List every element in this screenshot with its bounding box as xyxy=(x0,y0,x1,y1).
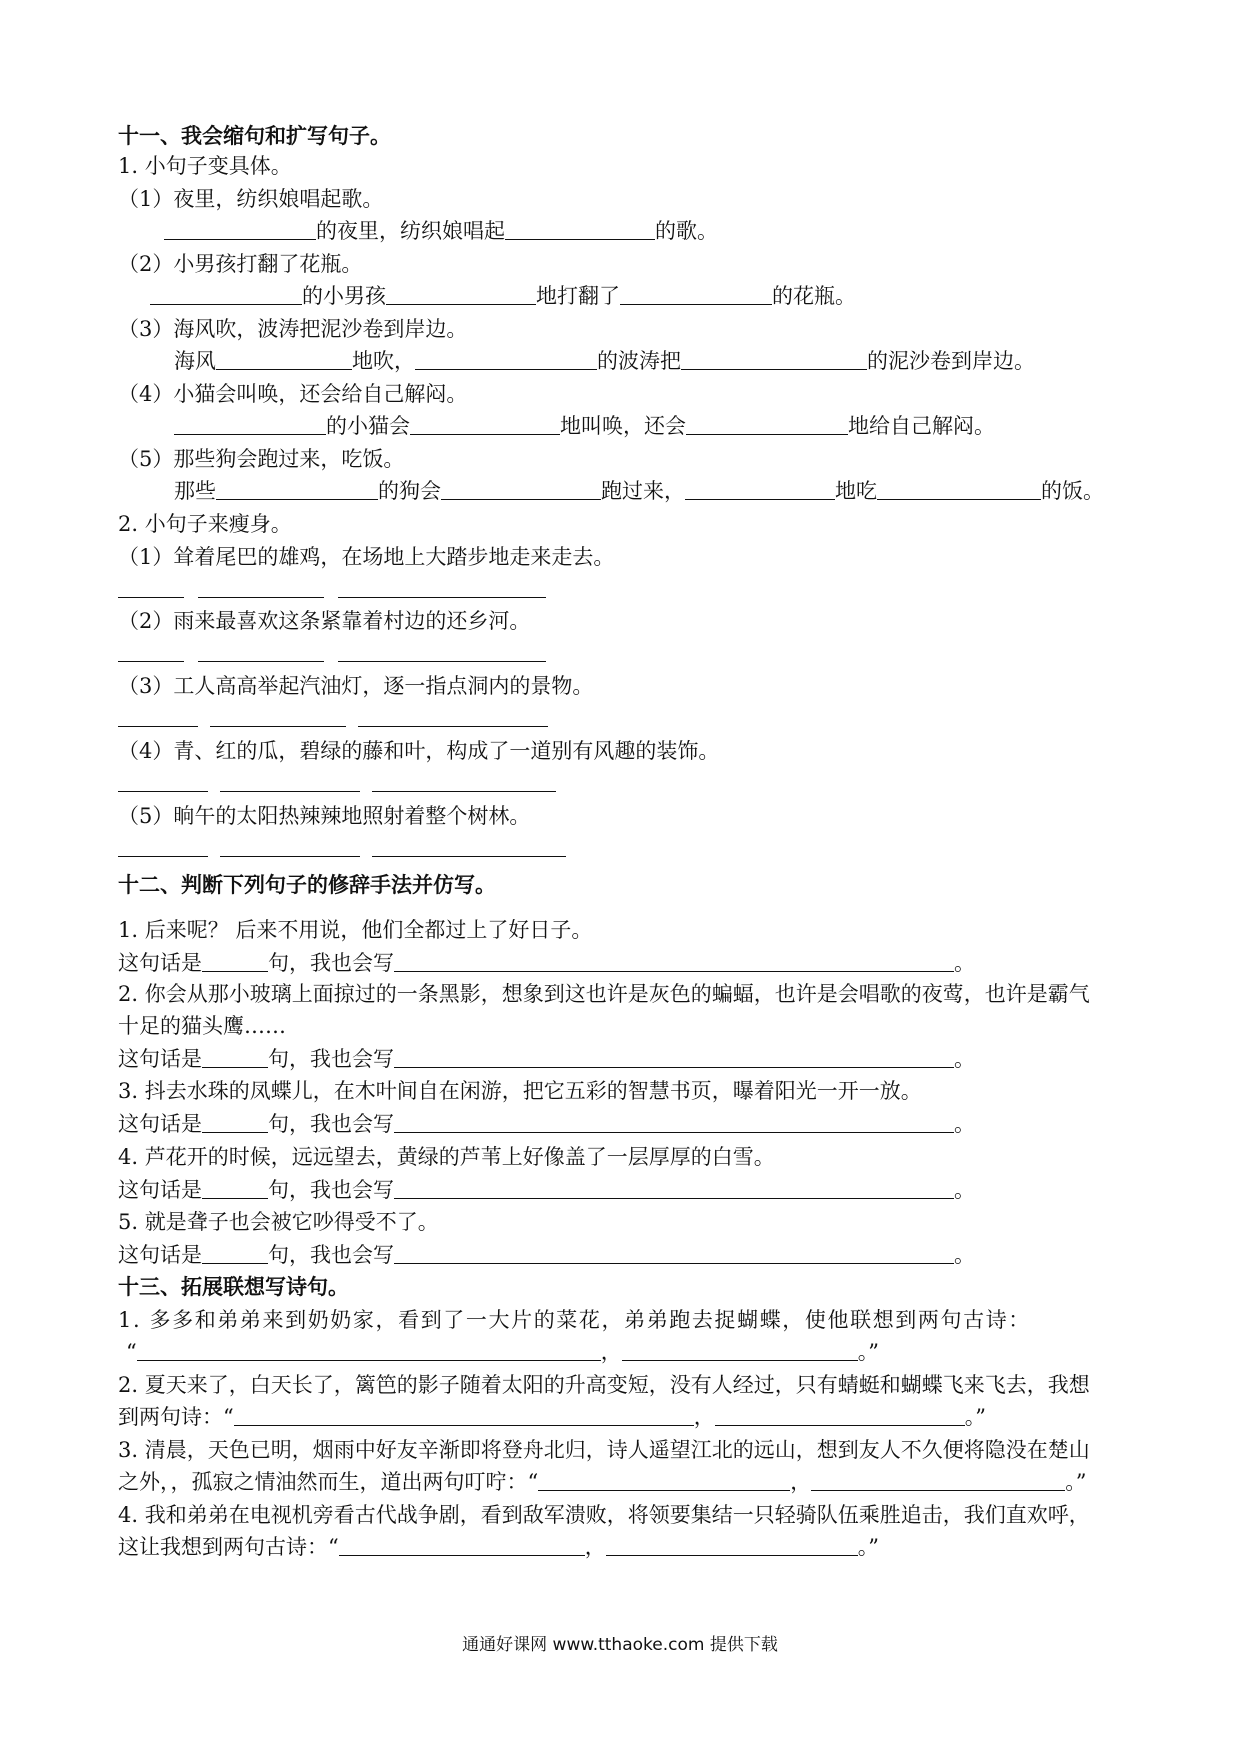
imitation-sentence-blank[interactable] xyxy=(394,951,954,972)
p2-question-1: （1）耸着尾巴的雄鸡，在场地上大踏步地走来走去。 xyxy=(118,545,615,569)
answer-blank[interactable] xyxy=(358,726,548,727)
p1-question-3: （3）海风吹，波涛把泥沙卷到岸边。 xyxy=(118,317,468,341)
poem-line-blank[interactable] xyxy=(715,1405,965,1426)
s13-question-2-line1: 2. 夏天来了，白天长了，篱笆的影子随着太阳的升高变短，没有人经过，只有蜻蜓和蝴蝶飞来飞去，我想 xyxy=(118,1373,1090,1397)
answer-blank[interactable] xyxy=(210,726,346,727)
s13-answer-4: 这让我想到两句古诗：“ ， 。” xyxy=(118,1535,879,1559)
s12-question-1: 1. 后来呢？ 后来不用说，他们全都过上了好日子。 xyxy=(118,918,593,942)
answer-blank[interactable] xyxy=(216,349,352,370)
p1-question-5: （5）那些狗会跑过来，吃饭。 xyxy=(118,447,405,471)
s13-question-3-line1: 3. 清晨，天色已明，烟雨中好友辛渐即将登舟北归，诗人遥望江北的远山，想到友人不久便将隐没在楚山 xyxy=(118,1438,1090,1462)
p2-question-3: （3）工人高高举起汽油灯，逐一指点洞内的景物。 xyxy=(118,674,594,698)
rhetoric-type-blank[interactable] xyxy=(202,1047,268,1068)
poem-line-blank[interactable] xyxy=(811,1470,1065,1491)
answer-blank[interactable] xyxy=(338,661,546,662)
section-12-title: 十二、判断下列句子的修辞手法并仿写。 xyxy=(118,873,496,897)
answer-blank[interactable] xyxy=(620,284,772,305)
rhetoric-type-blank[interactable] xyxy=(202,1243,268,1264)
p1-answer-2: 的小男孩 地打翻了 的花瓶。 xyxy=(150,282,856,310)
answer-blank[interactable] xyxy=(118,791,208,792)
poem-line-blank[interactable] xyxy=(137,1340,601,1361)
answer-blank[interactable] xyxy=(220,791,360,792)
footer-download-credit: 通通好课网 www.tthaoke.com 提供下载 xyxy=(462,1635,778,1655)
p1-answer-1: 的夜里，纺织娘唱起 的歌。 xyxy=(164,217,718,245)
answer-blank[interactable] xyxy=(686,414,848,435)
answer-blank[interactable] xyxy=(338,597,546,598)
section-13-title: 十三、拓展联想写诗句。 xyxy=(118,1275,349,1299)
s13-answer-2: 到两句诗：“ ， 。” xyxy=(118,1405,986,1429)
s12-answer-3: 这句话是 句，我也会写 。 xyxy=(118,1112,975,1136)
answer-blank[interactable] xyxy=(877,479,1041,500)
answer-blank[interactable] xyxy=(118,726,198,727)
answer-blank[interactable] xyxy=(150,284,302,305)
poem-line-blank[interactable] xyxy=(234,1405,694,1426)
s12-question-2-line1: 2. 你会从那小玻璃上面掠过的一条黑影，想象到这也许是灰色的蝙蝠，也许是会唱歌的夜莺，也许是霸气 xyxy=(118,982,1090,1006)
poem-line-blank[interactable] xyxy=(622,1340,858,1361)
answer-blank[interactable] xyxy=(410,414,560,435)
answer-blank[interactable] xyxy=(198,597,324,598)
answer-blank[interactable] xyxy=(220,856,360,857)
answer-blank[interactable] xyxy=(441,479,601,500)
s12-question-2-line2: 十足的猫头鹰…… xyxy=(118,1014,286,1038)
s12-question-4: 4. 芦花开的时候，远远望去，黄绿的芦苇上好像盖了一层厚厚的白雪。 xyxy=(118,1145,775,1169)
s12-answer-5: 这句话是 句，我也会写 。 xyxy=(118,1243,975,1267)
p1-answer-3: 海风 地吹， 的波涛把 的泥沙卷到岸边。 xyxy=(174,349,1035,373)
answer-blank[interactable] xyxy=(681,349,867,370)
section-11-title: 十一、我会缩句和扩写句子。 xyxy=(118,124,391,148)
answer-blank[interactable] xyxy=(372,856,566,857)
answer-blank[interactable] xyxy=(372,791,556,792)
rhetoric-type-blank[interactable] xyxy=(202,1112,268,1133)
poem-line-blank[interactable] xyxy=(538,1470,790,1491)
poem-line-blank[interactable] xyxy=(339,1535,585,1556)
rhetoric-type-blank[interactable] xyxy=(202,1178,268,1199)
p1-question-1: （1）夜里，纺织娘唱起歌。 xyxy=(118,187,384,211)
s12-answer-1: 这句话是 句，我也会写 。 xyxy=(118,951,975,975)
p2-question-5: （5）晌午的太阳热辣辣地照射着整个树林。 xyxy=(118,804,531,828)
p1-answer-4: 的小猫会 地叫唤，还会 地给自己解闷。 xyxy=(174,412,995,440)
p1-question-2: （2）小男孩打翻了花瓶。 xyxy=(118,252,363,276)
imitation-sentence-blank[interactable] xyxy=(394,1047,954,1068)
imitation-sentence-blank[interactable] xyxy=(394,1112,954,1133)
answer-blank[interactable] xyxy=(386,284,536,305)
p2-question-2: （2）雨来最喜欢这条紧靠着村边的还乡河。 xyxy=(118,609,531,633)
answer-blank[interactable] xyxy=(118,661,184,662)
s12-answer-2: 这句话是 句，我也会写 。 xyxy=(118,1047,975,1071)
answer-blank[interactable] xyxy=(164,219,316,240)
p1-answer-5: 那些 的狗会 跑过来， 地吃 的饭。 xyxy=(174,479,1104,503)
answer-blank[interactable] xyxy=(685,479,835,500)
p1-question-4: （4）小猫会叫唤，还会给自己解闷。 xyxy=(118,382,468,406)
s13-answer-3: 之外，，孤寂之情油然而生，道出两句叮咛：“ ， 。” xyxy=(118,1470,1087,1494)
answer-blank[interactable] xyxy=(505,219,655,240)
imitation-sentence-blank[interactable] xyxy=(394,1178,954,1199)
part-2-title: 2. 小句子来瘦身。 xyxy=(118,512,292,536)
answer-blank[interactable] xyxy=(174,414,326,435)
s13-answer-1: “ ， 。” xyxy=(126,1340,879,1364)
s13-question-1-line1: 1. 多多和弟弟来到奶奶家，看到了一大片的菜花，弟弟跑去捉蝴蝶，使他联想到两句古诗： xyxy=(118,1308,1031,1332)
s12-question-5: 5. 就是聋子也会被它吵得受不了。 xyxy=(118,1210,439,1234)
s13-question-4-line1: 4. 我和弟弟在电视机旁看古代战争剧，看到敌军溃败，将领要集结一只轻骑队伍乘胜追击，我们直欢呼， xyxy=(118,1503,1090,1527)
p2-question-4: （4）青、红的瓜，碧绿的藤和叶，构成了一道别有风趣的装饰。 xyxy=(118,739,720,763)
imitation-sentence-blank[interactable] xyxy=(394,1243,954,1264)
poem-line-blank[interactable] xyxy=(606,1535,858,1556)
answer-blank[interactable] xyxy=(216,479,378,500)
answer-blank[interactable] xyxy=(118,856,208,857)
answer-blank[interactable] xyxy=(118,597,184,598)
s12-question-3: 3. 抖去水珠的凤蝶儿，在木叶间自在闲游，把它五彩的智慧书页，曝着阳光一开一放。 xyxy=(118,1079,922,1103)
s12-answer-4: 这句话是 句，我也会写 。 xyxy=(118,1178,975,1202)
answer-blank[interactable] xyxy=(198,661,324,662)
answer-blank[interactable] xyxy=(415,349,597,370)
part-1-title: 1. 小句子变具体。 xyxy=(118,154,292,178)
rhetoric-type-blank[interactable] xyxy=(202,951,268,972)
